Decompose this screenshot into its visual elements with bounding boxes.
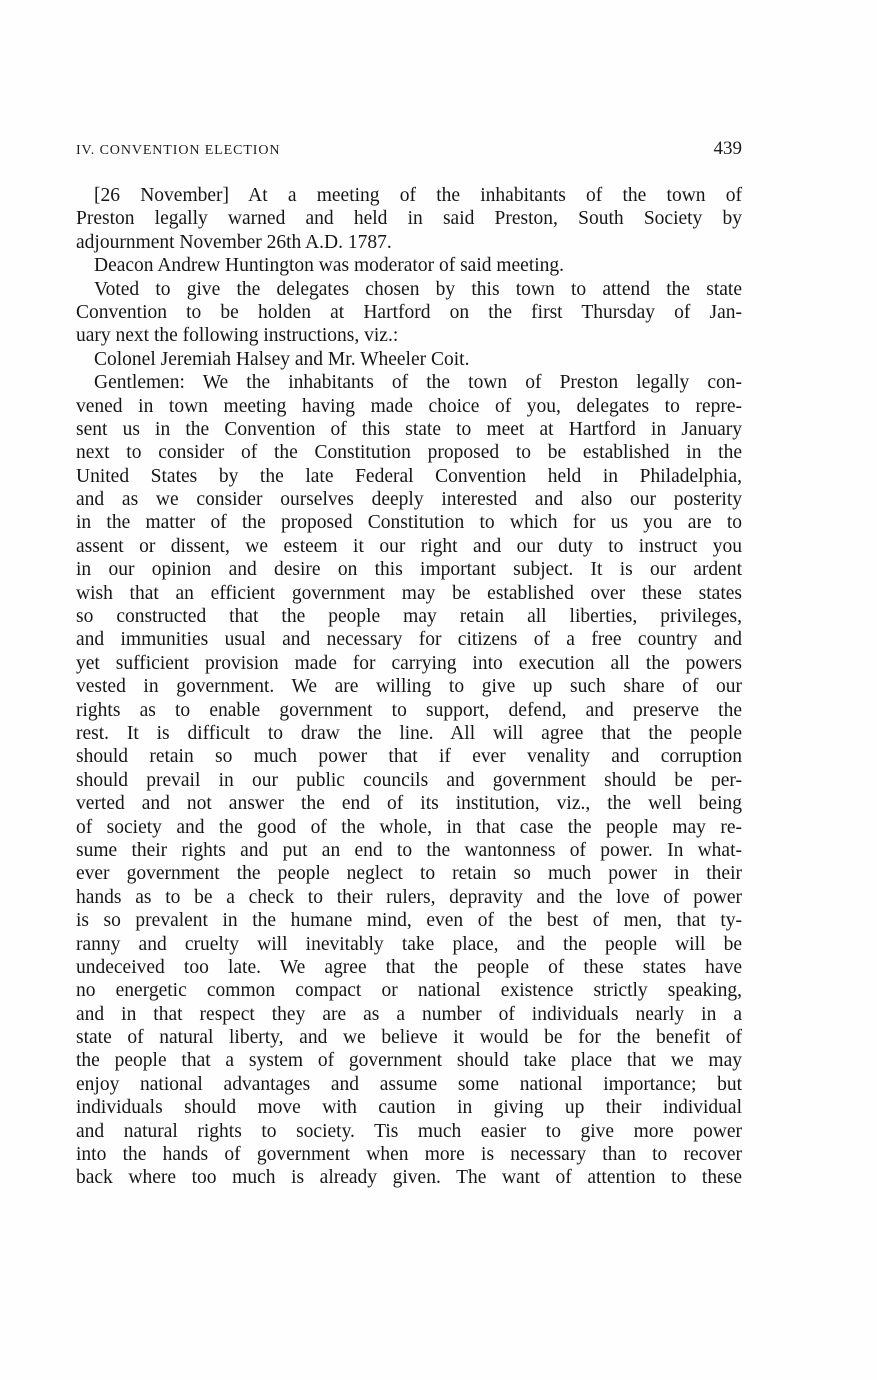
text-line: is so prevalent in the humane mind, even of the best of men, that ty-	[76, 910, 742, 932]
text-line: ever government the people neglect to retain so much power in their	[76, 863, 742, 885]
text-line: Gentlemen: We the inhabitants of the town of Preston legally con-	[94, 372, 742, 394]
text-line: and in that respect they are as a number of individuals nearly in a	[76, 1003, 742, 1025]
text-line: rest. It is difficult to draw the line. All will agree that the people	[76, 722, 742, 744]
paragraph	[76, 254, 742, 277]
text-line: wish that an efficient government may be established over these states	[76, 582, 742, 604]
text-line: state of natural liberty, and we believe it would be for the benefit of	[76, 1027, 742, 1049]
text-line: [26 November] At a meeting of the inhabitants of the town of	[94, 185, 742, 206]
paragraph	[76, 184, 742, 254]
text-line: yet sufficient provision made for carrying into execution all the powers	[76, 652, 742, 674]
text-line: the people that a system of government should take place that we may	[76, 1050, 742, 1072]
text-line: vened in town meeting having made choice of you, delegates to repre-	[76, 395, 742, 417]
text-line: in our opinion and desire on this important subject. It is our ardent	[76, 559, 742, 581]
text-line: into the hands of government when more is necessary than to recover	[76, 1144, 742, 1166]
text-line: Voted to give the delegates chosen by this town to attend the state	[94, 278, 742, 300]
body-text	[76, 184, 742, 1190]
text-line: ranny and cruelty will inevitably take place, and the people will be	[76, 933, 742, 955]
text-line: rights as to enable government to support, defend, and preserve the	[76, 699, 742, 721]
text-line: adjournment November 26th A.D. 1787.	[76, 231, 392, 253]
text-line: verted and not answer the end of its institution, viz., the well being	[76, 793, 742, 815]
text-line: sume their rights and put an end to the wantonness of power. In what-	[76, 839, 742, 861]
text-line: no energetic common compact or national existence strictly speaking,	[76, 980, 742, 1002]
text-line: should prevail in our public councils and government should be per-	[76, 769, 742, 791]
text-line: of society and the good of the whole, in that case the people may re-	[76, 816, 742, 838]
text-line: vested in government. We are willing to give up such share of our	[76, 676, 742, 698]
paragraph	[76, 348, 742, 371]
text-line: Colonel Jeremiah Halsey and Mr. Wheeler Coit.	[94, 348, 470, 370]
text-line: Preston legally warned and held in said Preston, South Society by	[76, 208, 742, 230]
text-line: uary next the following instructions, viz.:	[76, 325, 399, 347]
text-line: and as we consider ourselves deeply interested and also our posterity	[76, 489, 742, 511]
text-line: United States by the late Federal Convention held in Philadelphia,	[76, 465, 742, 487]
text-line: Deacon Andrew Huntington was moderator of said meeting.	[94, 255, 565, 277]
text-line: hands as to be a check to their rulers, depravity and the love of power	[76, 886, 742, 908]
text-line: assent or dissent, we esteem it our right and our duty to instruct you	[76, 535, 742, 557]
text-line: and immunities usual and necessary for citizens of a free country and	[76, 629, 742, 651]
text-line: should retain so much power that if ever venality and corruption	[76, 746, 742, 768]
text-line: sent us in the Convention of this state to meet at Hartford in January	[76, 418, 742, 440]
page-number: 439	[713, 138, 742, 159]
text-line: next to consider of the Constitution proposed to be established in the	[76, 442, 742, 464]
text-line: so constructed that the people may retain all liberties, privileges,	[76, 606, 742, 628]
text-line: and natural rights to society. Tis much easier to give more power	[76, 1120, 742, 1142]
text-line: undeceived too late. We agree that the people of these states have	[76, 956, 742, 978]
text-line: back where too much is already given. The want of attention to these	[76, 1167, 742, 1189]
running-head	[76, 140, 742, 166]
text-line: in the matter of the proposed Constitution to which for us you are to	[76, 512, 742, 534]
paragraph	[76, 278, 742, 348]
text-line: individuals should move with caution in giving up their individual	[76, 1097, 742, 1119]
paragraph	[76, 371, 742, 1190]
section-title: IV. CONVENTION ELECTION	[76, 143, 281, 158]
text-line: Convention to be holden at Hartford on the first Thursday of Jan-	[76, 301, 742, 323]
text-line: enjoy national advantages and assume some national importance; but	[76, 1073, 742, 1095]
